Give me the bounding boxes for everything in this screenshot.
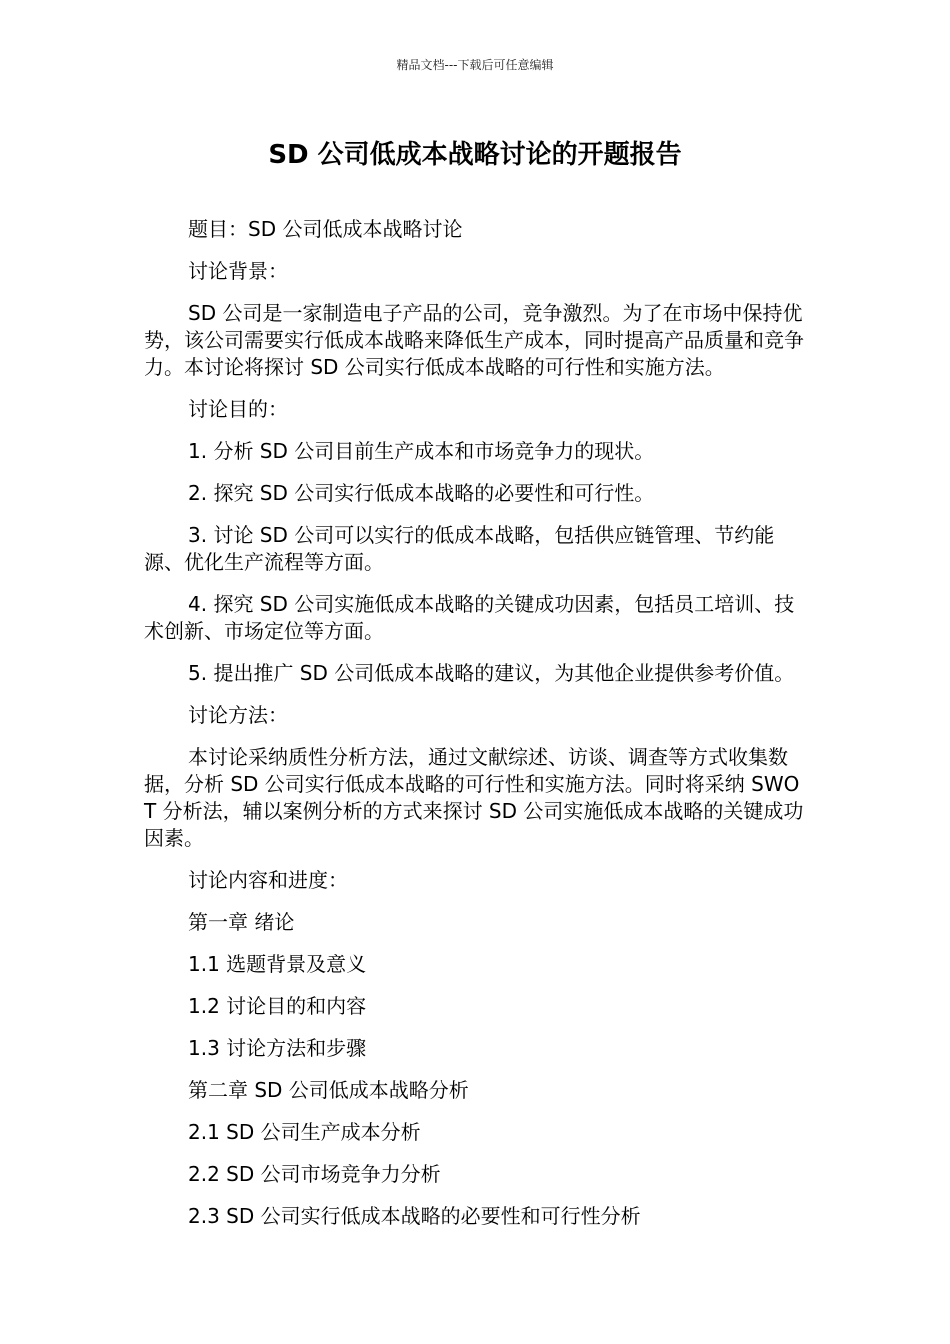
- chapter-1-title: 第一章 绪论: [188, 910, 295, 934]
- heading-method: 讨论方法：: [188, 703, 288, 727]
- header-note: 精品文档---下载后可任意编辑: [396, 58, 554, 72]
- section-1-3: 1.3 讨论方法和步骤: [188, 1036, 367, 1060]
- heading-purpose: 讨论目的：: [188, 397, 288, 421]
- heading-background: 讨论背景：: [188, 259, 288, 283]
- paragraph-topic: 题目：SD 公司低成本战略讨论: [188, 217, 463, 241]
- chapter-2-title: 第二章 SD 公司低成本战略分析: [188, 1078, 469, 1102]
- section-2-3: 2.3 SD 公司实行低成本战略的必要性和可行性分析: [188, 1204, 641, 1228]
- list-item-purpose-5: 5. 提出推广 SD 公司低成本战略的建议，为其他企业提供参考价值。: [188, 661, 795, 685]
- list-item-purpose-4: 4. 探究 SD 公司实施低成本战略的关键成功因素，包括员工培训、技术创新、市场定位等方面。: [144, 592, 795, 643]
- document-title: SD 公司低成本战略讨论的开题报告: [268, 140, 682, 170]
- paragraph-background: SD 公司是一家制造电子产品的公司，竞争激烈。为了在市场中保持优势，该公司需要实行低成本战略来降低生产成本，同时提高产品质量和竞争力。本讨论将探讨 SD 公司实行低成本战略的可行性和实施方法。: [144, 301, 804, 379]
- list-item-purpose-2: 2. 探究 SD 公司实行低成本战略的必要性和可行性。: [188, 481, 655, 505]
- list-item-purpose-3: 3. 讨论 SD 公司可以实行的低成本战略，包括供应链管理、节约能源、优化生产流程等方面。: [144, 523, 775, 574]
- paragraph-method: 本讨论采纳质性分析方法，通过文献综述、访谈、调查等方式收集数据，分析 SD 公司实行低成本战略的可行性和实施方法。同时将采纳 SWOT 分析法，辅以案例分析的方式来探讨 SD 公司实施低成本战略的关键成功因素。: [144, 745, 804, 850]
- document-body: [144, 216, 808, 1245]
- list-item-purpose-1: 1. 分析 SD 公司目前生产成本和市场竞争力的现状。: [188, 439, 655, 463]
- heading-content-progress: 讨论内容和进度：: [188, 868, 348, 892]
- section-1-1: 1.1 选题背景及意义: [188, 952, 367, 976]
- section-1-2: 1.2 讨论目的和内容: [188, 994, 367, 1018]
- section-2-1: 2.1 SD 公司生产成本分析: [188, 1120, 421, 1144]
- section-2-2: 2.2 SD 公司市场竞争力分析: [188, 1162, 441, 1186]
